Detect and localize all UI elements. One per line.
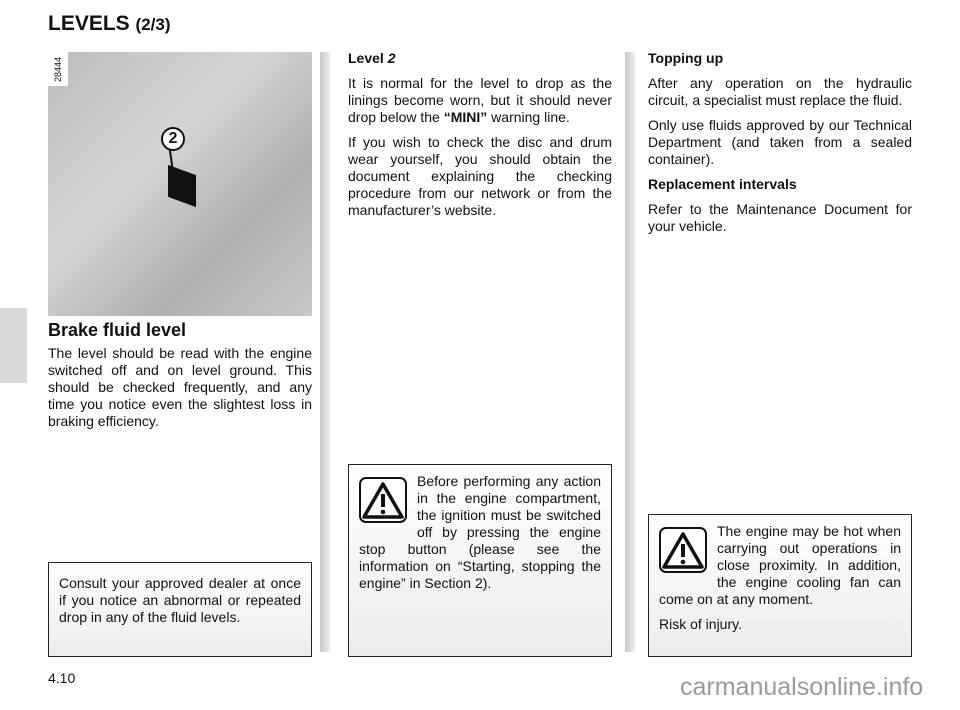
body-text: The level should be read with the engine switched off and on level ground. This should be checked frequently, and any time you notice even the slightest loss in braking efficiency. [48,345,312,429]
warning-text: Risk of injury. [659,616,742,632]
body-text: It is normal for the level to drop as the linings become worn, but it should never drop below the “MINI” warning line. [348,75,612,125]
body-text: If you wish to check the disc and drum wear yourself, you should obtain the document explaining the checking procedure from our network or from the manufacturer’s website. [348,134,612,218]
warning-icon [359,477,407,523]
note-text: Consult your approved dealer at once if you notice an abnormal or repeated drop in any of the fluid levels. [59,575,301,625]
page-number: 4.10 [48,670,76,686]
section-tab [0,308,27,383]
warning-box [648,514,912,657]
column-divider [320,52,330,652]
column-3 [648,50,912,243]
column-1 [48,322,312,438]
engine-photo [48,52,312,316]
warning-text: Before performing any action in the engine compartment, the ignition must be switched off by pressing the engine stop button (please see the information on “Starting, stopping the engine” in Section 2). [359,473,601,591]
figure-code: 28444 [48,52,68,86]
subheading: Topping up [648,50,724,66]
watermark: carmanualsonline.info [680,673,924,701]
body-text: After any operation on the hydraulic circuit, a specialist must replace the fluid. [648,75,912,108]
section-heading: Brake fluid level [48,320,187,340]
warning-text: The engine may be hot when carrying out operations in close proximity. In addition, the engine cooling fan can come on at any moment. [659,523,901,607]
body-text: Only use fluids approved by our Technical Department (and taken from a sealed container). [648,117,912,167]
subheading: Level 2 [348,50,396,66]
warning-icon [659,527,707,573]
warning-box [348,464,612,657]
column-divider [625,52,635,652]
body-text: Refer to the Maintenance Document for your vehicle. [648,201,912,234]
subheading: Replacement intervals [648,176,797,192]
note-box [48,562,312,657]
page-title: LEVELS (2/3) [48,12,171,35]
callout-2: 2 [161,127,185,151]
column-2 [348,50,612,227]
